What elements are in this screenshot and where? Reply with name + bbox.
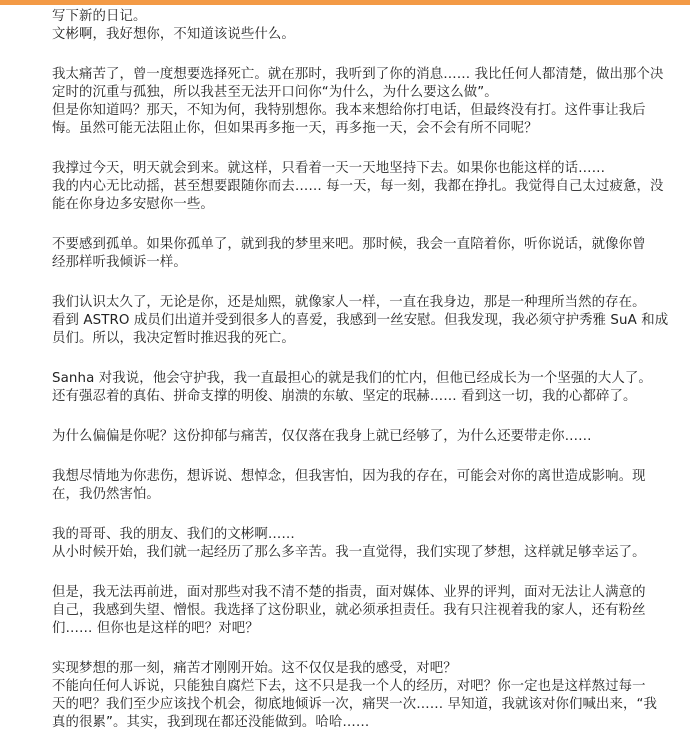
diary-line: 为什么偏偏是你呢？这份抑郁与痛苦，仅仅落在我身上就已经够了，为什么还要带走你……: [52, 429, 592, 444]
paragraph-gap: [52, 348, 642, 370]
diary-line: 们…… 但你也是这样的吧？对吧？: [52, 621, 259, 636]
diary-line: 能在你身边多安慰你一些。: [52, 197, 214, 212]
diary-title: 写下新的日记。: [52, 9, 147, 24]
paragraph-gap: [52, 638, 642, 660]
diary-line: 悔。虽然可能无法阻止你，但如果再多拖一天，再多拖一天，会不会有所不同呢？: [52, 121, 538, 136]
diary-line: 但是，我无法再前进，面对那些对我不清不楚的指责，面对媒体、业界的评判，面对无法让人满意的: [52, 585, 646, 600]
diary-line: 我想尽情地为你悲伤，想诉说、想悼念，但我害怕，因为我的存在，可能会对你的离世造成影响。现: [52, 469, 646, 484]
paragraph-gap: [52, 504, 642, 526]
diary-line: 我们认识太久了，无论是你，还是灿熙，就像家人一样，一直在我身边，那是一种理所当然的存在。: [52, 295, 646, 310]
paragraph-gap: [52, 214, 642, 236]
diary-line: 还有强忍着的真佑、拼命支撑的明俊、崩溃的东敏、坚定的珉赫…… 看到这一切，我的心都碎了。: [52, 389, 637, 404]
paragraph-gap: [52, 272, 642, 294]
diary-line: 自己，我感到失望、憎恨。我选择了这份职业，就必须承担责任。我有只注视着我的家人，还有粉丝: [52, 603, 646, 618]
diary-line: 从小时候开始，我们就一起经历了那么多辛苦。我一直觉得，我们实现了梦想，这样就足够幸运了。: [52, 545, 646, 560]
diary-line: 看到 ASTRO 成员们出道并受到很多人的喜爱，我感到一丝安慰。但我发现，我必须守护秀雅 SuA 和成: [52, 313, 669, 328]
diary-line: 定时的沉重与孤独，所以我甚至无法开口问你“为什么，为什么要这么做”。: [52, 85, 498, 100]
diary-line: 我的哥哥、我的朋友、我们的文彬啊……: [52, 527, 295, 542]
paragraph-gap: [52, 446, 642, 468]
diary-line: 经那样听我倾诉一样。: [52, 255, 187, 270]
diary-line: 实现梦想的那一刻，痛苦才刚刚开始。这不仅仅是我的感受，对吧？: [52, 661, 457, 676]
paragraph-gap: [52, 44, 642, 66]
diary-line: 天的吧？我们至少应该找个机会，彻底地倾诉一次，痛哭一次…… 早知道，我就该对你们喊出来，“我: [52, 697, 657, 712]
paragraph-gap: [52, 406, 642, 428]
paragraph-gap: [52, 562, 642, 584]
diary-text: [52, 5, 669, 730]
diary-line: 员们。所以，我决定暂时推迟我的死亡。: [52, 331, 295, 346]
diary-line: 在，我仍然害怕。: [52, 487, 160, 502]
diary-line: 我撑过今天，明天就会到来。就这样，只看着一天一天地坚持下去。如果你也能这样的话……: [52, 161, 606, 176]
diary-line: Sanha 对我说，他会守护我，我一直最担心的就是我们的忙内，但他已经成长为一个坚强的大人了。: [52, 371, 652, 386]
paragraph-gap: [52, 138, 642, 160]
diary-line: 真的很累”。其实，我到现在都还没能做到。哈哈……: [52, 715, 370, 730]
diary-line: 我的内心无比动摇，甚至想要跟随你而去…… 每一天，每一刻，我都在挣扎。我觉得自己太过疲惫，没: [52, 179, 664, 194]
diary-line: 我太痛苦了，曾一度想要选择死亡。就在那时，我听到了你的消息…… 我比任何人都清楚，做出那个决: [52, 67, 664, 82]
diary-line: 不要感到孤单。如果你孤单了，就到我的梦里来吧。那时候，我会一直陪着你，听你说话，就像你曾: [52, 237, 646, 252]
diary-line: 不能向任何人诉说，只能独自腐烂下去，这不只是我一个人的经历，对吧？你一定也是这样熬过每一: [52, 679, 646, 694]
diary-line: 但是你知道吗？那天，不知为何，我特别想你。我本来想给你打电话，但最终没有打。这件事让我后: [52, 103, 646, 118]
diary-line: 文彬啊，我好想你，不知道该说些什么。: [52, 27, 295, 42]
